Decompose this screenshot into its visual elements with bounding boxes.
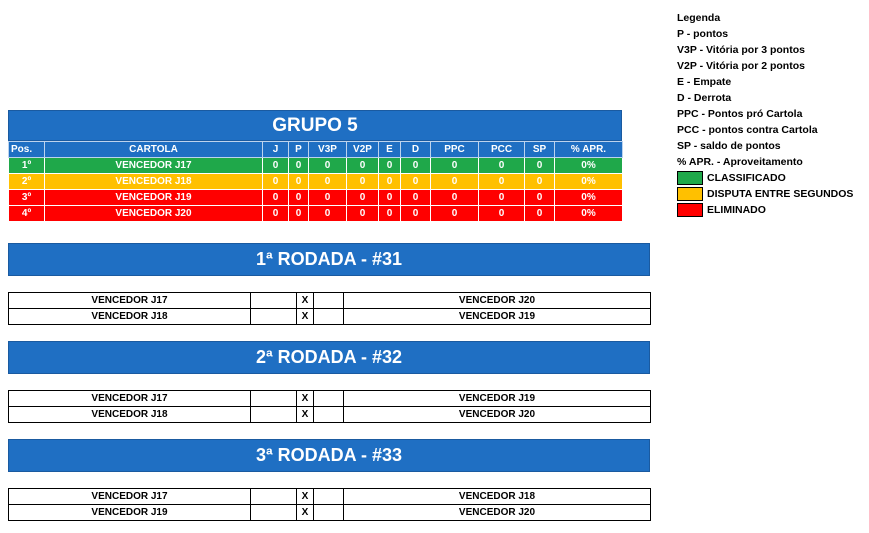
legend-item: V2P - Vitória por 2 pontos: [677, 60, 805, 72]
cell-p: 0: [289, 174, 309, 190]
cell-sp: 0: [525, 158, 555, 174]
versus-label: X: [297, 293, 314, 309]
legend-item: PPC - Pontos pró Cartola: [677, 108, 803, 120]
standings-row: [9, 158, 623, 174]
cell-d: 0: [401, 158, 431, 174]
col-header-v3p: V3P: [309, 142, 347, 158]
cell-v3p: 0: [309, 206, 347, 222]
versus-label: X: [297, 407, 314, 423]
cell-j: 0: [263, 206, 289, 222]
match-row: [9, 391, 651, 407]
legend-item: SP - saldo de pontos: [677, 140, 781, 152]
cell-v3p: 0: [309, 158, 347, 174]
cell-e: 0: [379, 174, 401, 190]
round-banner: 2ª RODADA - #32: [8, 341, 650, 374]
standings-table: [8, 141, 623, 222]
col-header-pcc: PCC: [479, 142, 525, 158]
cell-ppc: 0: [431, 190, 479, 206]
away-score[interactable]: [314, 293, 344, 309]
cell-e: 0: [379, 206, 401, 222]
cell-ppc: 0: [431, 158, 479, 174]
cell-v3p: 0: [309, 174, 347, 190]
legend-item: D - Derrota: [677, 92, 732, 104]
col-header-j: J: [263, 142, 289, 158]
cell-j: 0: [263, 190, 289, 206]
cell-ppc: 0: [431, 206, 479, 222]
legend-swatch-row: [677, 186, 853, 202]
cell-cartola: VENCEDOR J17: [45, 158, 263, 174]
col-header-v2p: V2P: [347, 142, 379, 158]
home-team: VENCEDOR J17: [9, 293, 251, 309]
matches-table: [8, 488, 651, 521]
away-team: VENCEDOR J20: [344, 505, 651, 521]
legend-swatch-row: [677, 202, 853, 218]
cell-j: 0: [263, 174, 289, 190]
versus-label: X: [297, 489, 314, 505]
group-title: GRUPO 5: [8, 110, 622, 141]
col-header-sp: SP: [525, 142, 555, 158]
col-header-d: D: [401, 142, 431, 158]
legend-item: % APR. - Aproveitamento: [677, 156, 803, 168]
home-team: VENCEDOR J17: [9, 391, 251, 407]
cell-pos: 1º: [9, 158, 45, 174]
standings-row: [9, 174, 623, 190]
cell-p: 0: [289, 190, 309, 206]
cell-pos: 3º: [9, 190, 45, 206]
home-team: VENCEDOR J19: [9, 505, 251, 521]
cell-p: 0: [289, 206, 309, 222]
cell-e: 0: [379, 158, 401, 174]
legend-title: Legenda: [677, 12, 721, 24]
versus-label: X: [297, 505, 314, 521]
cell-sp: 0: [525, 174, 555, 190]
cell-pos: 2º: [9, 174, 45, 190]
cell-apr: 0%: [555, 190, 623, 206]
round-banner: 1ª RODADA - #31: [8, 243, 650, 276]
home-score[interactable]: [251, 505, 297, 521]
cell-v3p: 0: [309, 190, 347, 206]
cell-cartola: VENCEDOR J20: [45, 206, 263, 222]
matches-table: [8, 390, 651, 423]
cell-d: 0: [401, 190, 431, 206]
cell-e: 0: [379, 190, 401, 206]
cell-d: 0: [401, 206, 431, 222]
cell-sp: 0: [525, 206, 555, 222]
round-banner: 3ª RODADA - #33: [8, 439, 650, 472]
standings-header-row: [9, 142, 623, 158]
away-score[interactable]: [314, 309, 344, 325]
cell-v2p: 0: [347, 190, 379, 206]
cell-apr: 0%: [555, 174, 623, 190]
legend-item: PCC - pontos contra Cartola: [677, 124, 818, 136]
matches-table: [8, 292, 651, 325]
cell-cartola: VENCEDOR J18: [45, 174, 263, 190]
dispute-swatch: [677, 187, 703, 201]
home-score[interactable]: [251, 309, 297, 325]
home-score[interactable]: [251, 293, 297, 309]
match-row: [9, 309, 651, 325]
col-header-ppc: PPC: [431, 142, 479, 158]
col-header-pos: Pos.: [9, 142, 45, 158]
cell-pcc: 0: [479, 190, 525, 206]
cell-p: 0: [289, 158, 309, 174]
legend-swatch-label: CLASSIFICADO: [707, 172, 786, 184]
col-header-apr: % APR.: [555, 142, 623, 158]
cell-sp: 0: [525, 190, 555, 206]
cell-v2p: 0: [347, 158, 379, 174]
cell-pcc: 0: [479, 174, 525, 190]
away-team: VENCEDOR J20: [344, 293, 651, 309]
cell-pcc: 0: [479, 158, 525, 174]
cell-v2p: 0: [347, 206, 379, 222]
legend: [677, 10, 853, 218]
away-score[interactable]: [314, 407, 344, 423]
legend-swatch-label: ELIMINADO: [707, 204, 766, 216]
classified-swatch: [677, 171, 703, 185]
legend-item: P - pontos: [677, 28, 729, 40]
away-score[interactable]: [314, 505, 344, 521]
col-header-cartola: CARTOLA: [45, 142, 263, 158]
away-score[interactable]: [314, 489, 344, 505]
cell-pos: 4º: [9, 206, 45, 222]
standings-row: [9, 206, 623, 222]
home-score[interactable]: [251, 489, 297, 505]
match-row: [9, 407, 651, 423]
cell-d: 0: [401, 174, 431, 190]
legend-swatch-label: DISPUTA ENTRE SEGUNDOS: [707, 188, 854, 200]
home-team: VENCEDOR J18: [9, 309, 251, 325]
cell-ppc: 0: [431, 174, 479, 190]
standings-row: [9, 190, 623, 206]
col-header-e: E: [379, 142, 401, 158]
home-score[interactable]: [251, 391, 297, 407]
home-team: VENCEDOR J17: [9, 489, 251, 505]
legend-swatch-row: [677, 170, 853, 186]
home-team: VENCEDOR J18: [9, 407, 251, 423]
away-team: VENCEDOR J20: [344, 407, 651, 423]
away-score[interactable]: [314, 391, 344, 407]
cell-cartola: VENCEDOR J19: [45, 190, 263, 206]
away-team: VENCEDOR J19: [344, 309, 651, 325]
away-team: VENCEDOR J19: [344, 391, 651, 407]
cell-pcc: 0: [479, 206, 525, 222]
cell-j: 0: [263, 158, 289, 174]
cell-v2p: 0: [347, 174, 379, 190]
cell-apr: 0%: [555, 206, 623, 222]
versus-label: X: [297, 309, 314, 325]
match-row: [9, 293, 651, 309]
eliminated-swatch: [677, 203, 703, 217]
away-team: VENCEDOR J18: [344, 489, 651, 505]
match-row: [9, 489, 651, 505]
col-header-p: P: [289, 142, 309, 158]
cell-apr: 0%: [555, 158, 623, 174]
legend-item: E - Empate: [677, 76, 732, 88]
home-score[interactable]: [251, 407, 297, 423]
match-row: [9, 505, 651, 521]
versus-label: X: [297, 391, 314, 407]
legend-item: V3P - Vitória por 3 pontos: [677, 44, 805, 56]
